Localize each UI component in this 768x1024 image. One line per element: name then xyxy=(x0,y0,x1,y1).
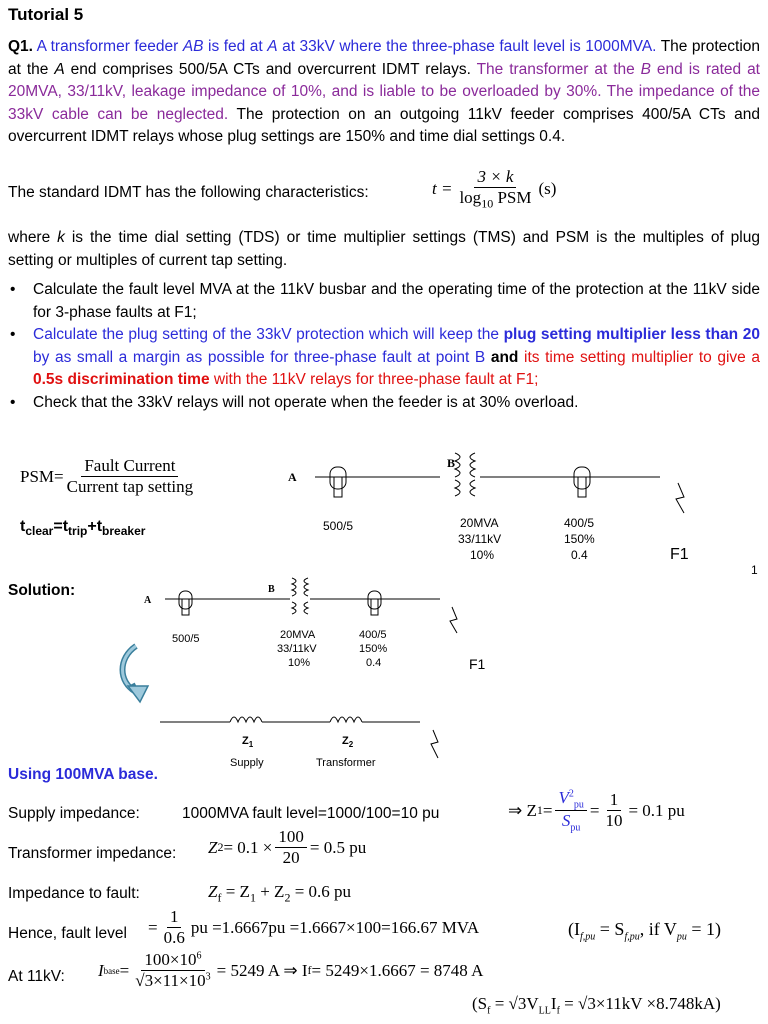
supply-eq: = xyxy=(542,800,553,820)
ibase-den-sup: 3 xyxy=(205,971,211,983)
supply-impedance-label: Supply impedance: xyxy=(8,805,140,822)
tx-rating: 20MVA xyxy=(460,516,499,530)
tx-fraction xyxy=(275,827,307,868)
q1-text-1: A transformer feeder xyxy=(32,38,183,55)
task-2-text-7: with the 11kV relays for three-phase fault at F1; xyxy=(209,371,539,389)
ap-sub1: f xyxy=(487,1005,491,1017)
task-2-text-2: plug setting multiplier less than 20 xyxy=(503,326,760,344)
tx-result: = 0.5 pu xyxy=(309,837,367,857)
supply-impedance-symbol xyxy=(230,717,262,722)
ap-end: = √3×11kV ×8.748kA) xyxy=(559,994,721,1013)
ct2-ratio: 400/5 xyxy=(564,516,595,530)
idmt-fraction xyxy=(456,167,534,211)
idmt-unit: (s) xyxy=(538,179,557,199)
at11-formula xyxy=(98,950,483,991)
task-2-text-6: 0.5s discrimination time xyxy=(33,371,210,389)
zf-letter: Z xyxy=(208,882,218,901)
where-text-2: is the time dial setting (TDS) or time multiplier settings (TMS) and PSM is the multiples of plug setting or multiples of current tap setting. xyxy=(8,229,760,269)
at11-result: = 5249 A ⇒ I xyxy=(216,960,308,980)
supply-eq2: = xyxy=(589,800,600,820)
ct2-plug: 150% xyxy=(564,532,595,546)
ct2-tds: 0.4 xyxy=(571,548,588,562)
task-2-text-4: and xyxy=(490,348,519,366)
question-label: Q1. xyxy=(8,38,33,55)
ibase-letter: I xyxy=(98,960,104,980)
ct1-ratio-2: 500/5 xyxy=(172,633,200,645)
tclear-t: t xyxy=(20,518,26,535)
q1-text-6: The transformer at the xyxy=(476,60,641,78)
fl-fraction xyxy=(161,907,188,948)
vs-fraction xyxy=(555,788,586,834)
ibase-num-sup: 6 xyxy=(196,950,202,962)
fl-sub2: f,pu xyxy=(624,931,640,943)
tx-den: 20 xyxy=(282,848,300,867)
ct2-plug-2: 150% xyxy=(359,643,388,655)
supply-impedance-formula xyxy=(508,788,685,834)
tclear-sub-breaker: breaker xyxy=(102,524,146,539)
q1-text-3: at 33kV where the three-phase fault level is 1000MVA. xyxy=(277,38,657,55)
impedance-diagram xyxy=(150,706,450,778)
ibase-fraction xyxy=(132,950,213,991)
fl-num: 1 xyxy=(167,907,182,928)
s-den xyxy=(559,811,584,833)
transformer-symbol-2 xyxy=(292,578,308,614)
ibase-den xyxy=(132,971,213,991)
at11-eq: = xyxy=(119,960,130,980)
task-item-3 xyxy=(8,392,760,415)
ap-eq: = √3V xyxy=(490,994,539,1013)
tclear-formula xyxy=(20,518,145,538)
task-list xyxy=(8,279,760,415)
q1-text-4: The protection at the xyxy=(8,38,760,78)
tclear-plus: +t xyxy=(87,518,103,535)
question-paragraph xyxy=(8,36,760,149)
tx-impedance-label: Transformer impedance: xyxy=(8,845,177,862)
ct2-ratio-2: 400/5 xyxy=(359,629,387,641)
z2-sub: 2 xyxy=(217,840,224,854)
ibase-sub: base xyxy=(103,965,120,976)
bus-b-label-2: B xyxy=(268,584,275,595)
fault-impedance-label: Impedance to fault: xyxy=(8,885,140,902)
psm-fraction xyxy=(64,456,197,497)
psm-lhs: PSM= xyxy=(20,466,64,486)
fl-sub1: f,pu xyxy=(580,931,596,943)
ibase-den-text: √3×11×10 xyxy=(135,971,206,990)
tx-impedance-2: 10% xyxy=(288,657,311,669)
ct2-tds-2: 0.4 xyxy=(366,657,382,669)
idmt-num: 3 × k xyxy=(474,167,516,188)
tx-pre: = 0.1 × xyxy=(223,837,273,857)
where-paragraph xyxy=(8,227,760,272)
task-item-2 xyxy=(8,324,760,392)
task-1-text: Calculate the fault level MVA at the 11kV busbar and the operating time of the protection at the 11kV side for 3-phase faults at F1; xyxy=(33,281,760,321)
tclear-eq: =t xyxy=(53,518,69,535)
at11-result-2: = 5249×1.6667 = 8748 A xyxy=(311,960,484,980)
s-sub: pu xyxy=(570,822,581,834)
ten-den: 10 xyxy=(605,811,623,831)
at11-result-sub: f xyxy=(307,963,312,977)
ct1-ratio: 500/5 xyxy=(323,519,354,533)
fi-s2: 2 xyxy=(284,890,291,905)
v-sup: 2 xyxy=(568,788,574,800)
z1-label: $Z_1$ xyxy=(242,735,254,749)
where-k: k xyxy=(57,229,65,246)
one-ten-fraction xyxy=(602,790,625,831)
idmt-t: t = xyxy=(432,179,453,199)
bus-b-label: B xyxy=(447,456,456,470)
ct-symbol-a xyxy=(330,467,346,497)
psm-formula xyxy=(20,456,196,497)
apparent-power-note xyxy=(472,994,721,1016)
ap-sub3: f xyxy=(556,1005,560,1017)
zf-sub: f xyxy=(217,890,222,905)
one-num: 1 xyxy=(607,790,622,811)
q1-ab: AB xyxy=(182,38,204,55)
bus-a-label-2: A xyxy=(144,595,152,606)
v-sub: pu xyxy=(573,799,584,811)
tclear-sub-trip: trip xyxy=(68,524,88,539)
single-line-diagram-2 xyxy=(140,572,500,682)
fi-plus: + Z xyxy=(255,882,285,901)
fl-sub3: pu xyxy=(676,931,687,943)
idmt-den-tail: PSM xyxy=(493,188,532,207)
psm-den: Current tap setting xyxy=(66,477,194,496)
ap-i: I xyxy=(550,994,557,1013)
tclear-sub-clear: clear xyxy=(25,524,54,539)
single-line-diagram-1 xyxy=(280,445,720,570)
fi-eq: = Z xyxy=(221,882,250,901)
q1-text-8: The protection on an outgoing 11kV feeder comprises 400/5A CTs and overcurrent IDMT relays whose plug settings are 150% and time dial settings 0.4. xyxy=(8,105,760,146)
fl-paren: (I xyxy=(568,919,580,939)
idmt-formula xyxy=(432,167,556,211)
fl-p-eq: = S xyxy=(595,919,625,939)
ct-symbol-a2 xyxy=(179,591,192,615)
bus-a-label: A xyxy=(288,470,297,484)
solution-heading: Solution: xyxy=(8,582,76,599)
fault-arrow-icon-3 xyxy=(431,730,438,758)
tx-voltage-2: 33/11kV xyxy=(277,643,317,655)
tx-impedance: 10% xyxy=(470,548,495,562)
fault-f1-label-2: F1 xyxy=(469,656,486,672)
z2-label: $Z_2$ xyxy=(342,735,354,749)
ap-sub2: LL xyxy=(538,1005,551,1017)
q1-text-7: end is rated at 20MVA, 33/11kV, leakage impedance of 10%, and is liable to be overloaded by 30%. The impedance of the 33kV cable can be neglected. xyxy=(8,60,760,123)
supply-label: Supply xyxy=(230,757,264,769)
ap-s: (S xyxy=(472,994,488,1013)
q1-b1: B xyxy=(640,60,652,78)
z2-letter: Z xyxy=(208,837,218,857)
task-2-text-3: by as small a margin as possible for three-phase fault at point B xyxy=(33,348,491,366)
ibase-num-text: 100×10 xyxy=(144,950,197,969)
fault-arrow-icon xyxy=(676,483,684,513)
idmt-den xyxy=(456,188,534,211)
fault-f1-label: F1 xyxy=(670,546,689,563)
fault-arrow-icon-2 xyxy=(450,607,457,633)
fault-level-note xyxy=(568,919,721,943)
at11-label: At 11kV: xyxy=(8,968,65,985)
task-item-1 xyxy=(8,279,760,324)
q1-a2: A xyxy=(54,60,65,78)
curved-arrow-icon xyxy=(114,640,164,710)
transformer-symbol xyxy=(455,453,475,496)
page-number: 1 xyxy=(751,563,758,577)
page-title: Tutorial 5 xyxy=(8,5,84,24)
fault-level-formula xyxy=(148,907,479,948)
fl-result: pu =1.6667pu =1.6667×100=166.67 MVA xyxy=(190,917,480,937)
psm-num: Fault Current xyxy=(81,456,178,477)
idmt-text: The standard IDMT has the following characteristics: xyxy=(8,184,369,201)
q1-text-2: is fed at xyxy=(203,38,268,55)
ct-symbol-b2 xyxy=(368,591,381,615)
supply-arrow: ⇒ Z xyxy=(508,800,537,820)
fi-result: = 0.6 pu xyxy=(290,882,352,901)
q1-a1: A xyxy=(267,38,278,55)
v-num xyxy=(555,788,586,811)
idmt-den-sub: 10 xyxy=(481,196,494,211)
idmt-den-log: log xyxy=(459,188,482,207)
ct-symbol-b xyxy=(574,467,590,497)
fi-s1: 1 xyxy=(249,890,256,905)
q1-text-5: end comprises 500/5A CTs and overcurrent IDMT relays. xyxy=(64,60,477,78)
supply-result: = 0.1 pu xyxy=(628,800,685,820)
task-2-text-1: Calculate the plug setting of the 33kV protection which will keep the xyxy=(33,326,504,344)
v-letter: V xyxy=(558,788,569,807)
transformer-impedance-symbol xyxy=(330,717,362,722)
fault-impedance-formula xyxy=(208,882,351,905)
fl-den: 0.6 xyxy=(163,928,185,947)
base-heading: Using 100MVA base. xyxy=(8,766,158,783)
transformer-label: Transformer xyxy=(316,757,376,769)
s-letter: S xyxy=(561,811,571,831)
fault-level-label: Hence, fault level xyxy=(8,925,127,942)
fl-p-if: , if V xyxy=(639,919,677,939)
tx-rating-2: 20MVA xyxy=(280,629,316,641)
fl-p-end: = 1) xyxy=(686,919,722,939)
z1-sub: 1 xyxy=(536,803,543,818)
tx-voltage: 33/11kV xyxy=(458,532,502,546)
where-text-1: where xyxy=(8,229,58,246)
task-2-text-5: its time setting multiplier to give a xyxy=(518,348,760,366)
supply-impedance-text: 1000MVA fault level=1000/100=10 pu xyxy=(182,805,440,822)
tx-num: 100 xyxy=(275,827,307,848)
ibase-num xyxy=(141,950,204,971)
fl-eq: = xyxy=(148,917,158,937)
tx-impedance-formula xyxy=(208,827,366,868)
task-3-text: Check that the 33kV relays will not operate when the feeder is at 30% overload. xyxy=(33,393,579,411)
